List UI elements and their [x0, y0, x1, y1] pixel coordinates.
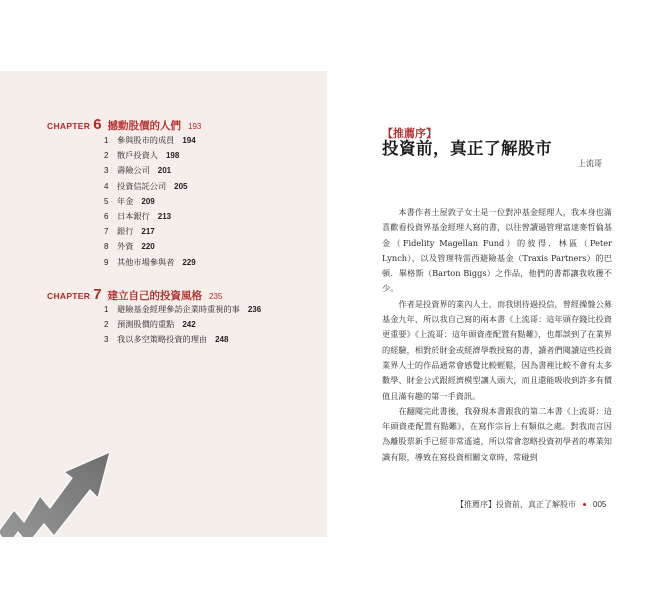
page-number: 005	[593, 500, 607, 509]
toc-title: 外資	[117, 241, 134, 252]
chapter-number: 7	[93, 286, 102, 303]
toc-title: 投資信託公司	[117, 180, 167, 191]
paragraph: 本書作者土屋敦子女士是一位對沖基金經理人，我本身也滿喜歡看投資界基金經理人寫的書，以往曾讀過管理富達麥哲倫基金（Fidelity Magellan Fund）的彼得．林區（Peter Lynch），以及管理特雷西避險基金（Traxis Partners）的巴頓．畢格斯（Barton Biggs）之作品，他們的書都讓我收獲不少。	[382, 207, 612, 294]
toc-title: 壽險公司	[117, 165, 150, 176]
toc-item	[104, 165, 196, 180]
toc-title: 其他市場參與者	[117, 256, 175, 267]
toc-title: 避險基金經理參訪企業時重視的事	[117, 304, 240, 314]
toc-number: 1	[104, 136, 109, 145]
toc-number: 9	[104, 257, 109, 267]
author-name: 上流哥	[578, 159, 602, 168]
footer-label: 【推薦序】投資前，真正了解股市	[456, 500, 576, 509]
toc-page: 198	[165, 151, 180, 161]
rising-arrow-icon	[0, 432, 120, 537]
chapter-7-heading	[47, 286, 222, 303]
toc-item	[104, 135, 196, 150]
chapter-7-toc	[104, 304, 261, 350]
paragraph: 在翻閱完此書後，我發現本書跟我的第二本書《上流哥：這年頭資產配置有點難》，在寫作宗旨上有類似之處。對我而言因為離股票新手已經非常遙遠，所以常會忽略投資初學者的專業知識有限，導致在寫投資相關文章時，常碰到	[382, 405, 612, 462]
toc-item	[104, 257, 196, 272]
toc-number: 3	[104, 166, 109, 176]
chapter-page: 235	[209, 292, 223, 301]
toc-item	[104, 211, 196, 226]
toc-item	[104, 304, 261, 319]
page-title: 投資前，真正了解股市	[382, 139, 552, 158]
toc-title: 年金	[117, 195, 134, 206]
toc-item	[104, 241, 196, 256]
toc-page: 217	[141, 227, 155, 237]
toc-number: 6	[104, 211, 109, 221]
toc-item	[104, 181, 196, 196]
chapter-6-toc	[104, 135, 196, 272]
toc-item	[104, 334, 261, 349]
chapter-label: CHAPTER	[47, 121, 91, 131]
chapter-label: CHAPTER	[47, 291, 91, 301]
toc-number: 4	[104, 181, 109, 191]
toc-item	[104, 150, 196, 165]
toc-number: 5	[104, 196, 109, 206]
toc-number: 2	[104, 151, 109, 161]
toc-item	[104, 226, 196, 241]
chapter-title: 撼動股價的人們	[107, 120, 182, 132]
toc-number: 1	[104, 305, 109, 314]
toc-page: 248	[215, 335, 229, 345]
toc-number: 7	[104, 227, 109, 237]
chapter-title: 建立自己的投資風格	[107, 290, 203, 302]
toc-title: 我以多空策略投資的理由	[117, 334, 208, 345]
toc-page: 194	[182, 136, 196, 145]
toc-page: 209	[141, 196, 155, 206]
chapter-6-heading	[47, 116, 201, 133]
paragraph: 作者是投資界的業內人士，而我則待過投信，曾經操盤公募基金九年，所以我自己寫的兩本書《上流哥：這年頭存錢比投資更重要》《上流哥：這年頭資產配置有點難》，也都談到了在業界的經驗，相對於財金或經濟學教授寫的書，讀者們閱讀這些投資業界人士的作品通常會感覺比較輕鬆，因為書裡比較不會有太多數學、財金公式跟經濟模型讓人頭大，而且還能吸收到許多有價值且滿有趣的第一手資訊。	[382, 298, 612, 401]
toc-number: 8	[104, 242, 109, 252]
section-tag: 【推薦序】	[382, 127, 437, 140]
toc-title: 散戶投資人	[117, 150, 158, 161]
toc-page: 220	[141, 242, 155, 252]
toc-number: 2	[104, 320, 109, 330]
toc-page: 205	[174, 181, 188, 191]
toc-title: 日本銀行	[117, 210, 150, 221]
footer-dot	[583, 503, 586, 506]
toc-number: 3	[104, 335, 109, 345]
toc-title: 預測股價的重點	[117, 319, 175, 330]
toc-page: 201	[157, 166, 172, 176]
toc-item	[104, 196, 196, 211]
toc-page: 242	[182, 320, 196, 330]
toc-title: 參與股市的成員	[117, 135, 175, 145]
chapter-page: 193	[188, 122, 202, 131]
toc-item	[104, 319, 261, 334]
toc-title: 銀行	[117, 226, 134, 237]
chapter-number: 6	[93, 116, 102, 133]
toc-page: 213	[157, 211, 172, 221]
page-footer	[456, 499, 606, 510]
toc-page: 229	[182, 257, 196, 267]
toc-page: 236	[247, 305, 262, 314]
body-text	[382, 205, 612, 465]
